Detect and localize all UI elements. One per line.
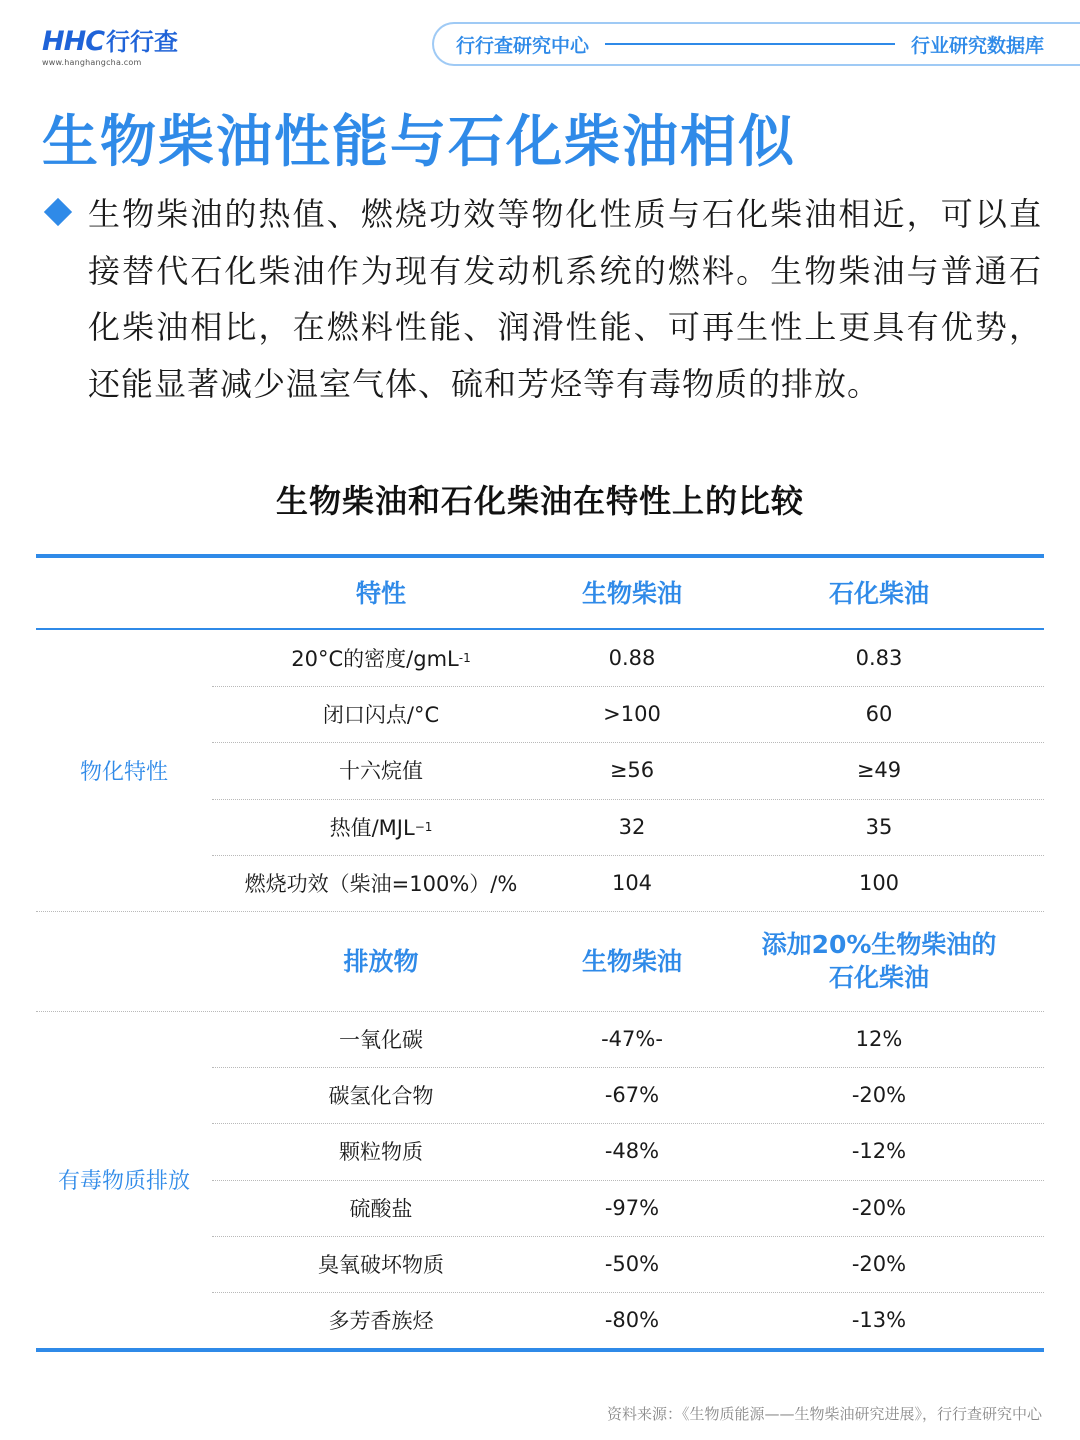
property-cell [231,630,531,686]
blend-change: 12% [855,1027,903,1052]
property-label: 热值/MJL [329,815,415,840]
table-bottom-rule [36,1348,1044,1352]
blend-change: -20% [851,1195,907,1220]
biodiesel-value: 0.88 [608,646,656,671]
logo-url: www.hanghangcha.com [42,58,142,67]
petrodiesel-value: 60 [865,702,893,727]
bullet-text: 生物柴油的热值、燃烧功效等物化性质与石化柴油相近，可以直接替代石化柴油作为现有发动机系统的燃料。生物柴油与普通石化柴油相比，在燃料性能、润滑性能、可再生性上更具有优势，还能显著减少温室气体、硫和芳烃等有毒物质的排放。 [88,195,1042,403]
table-header-cell: 生物柴油 [581,946,682,976]
property-cell [231,799,531,855]
biodiesel-change: -47%- [601,1027,663,1052]
page-title: 生物柴油性能与石化柴油相似 [42,110,796,175]
property-cell [231,686,531,742]
bullet-paragraph [42,186,1042,412]
blend-change: -20% [851,1251,907,1276]
petrodiesel-value: 100 [858,870,900,895]
emission-cell: 多芳香族烃 [328,1309,434,1334]
table-header-cell: 特性 [355,578,406,608]
source-note: 资料来源：《生物质能源——生物柴油研究进展》，行行查研究中心 [606,1405,1042,1423]
biodiesel-value: ≥56 [609,758,655,783]
emission-cell: 臭氧破坏物质 [318,1252,444,1277]
biodiesel-change: -48% [604,1139,660,1164]
biodiesel-change: -50% [604,1251,660,1276]
table-header-cell: 排放物 [343,946,419,976]
property-label: 燃烧功效（柴油=100%）/% [244,871,518,896]
logo-chinese-name: 行行查 [106,28,179,56]
unit-superscript: -1 [458,651,471,666]
hhc-logo[interactable] [42,28,192,72]
property-cell [231,742,531,798]
table-header-cell: 添加20%生物柴油的 石化柴油 [761,930,997,992]
property-label: 闭口闪点/°C [322,703,440,728]
petrodiesel-value: ≥49 [856,758,902,783]
blend-change: -20% [851,1083,907,1108]
petrodiesel-value: 0.83 [855,646,903,671]
emission-cell: 硫酸盐 [349,1196,413,1221]
petrodiesel-value: 35 [865,814,893,839]
property-label: 20°C的密度/gmL [291,647,459,672]
blend-change: -13% [851,1308,907,1333]
emission-cell: 碳氢化合物 [328,1084,434,1109]
emission-cell: 颗粒物质 [339,1140,423,1165]
table-title: 生物柴油和石化柴油在特性上的比较 [275,482,804,520]
biodiesel-value: 104 [611,870,653,895]
property-label: 十六烷值 [339,759,423,784]
header [0,22,1080,72]
industry-database-label: 行业研究数据库 [910,34,1044,57]
logo-wordmark: HHC [42,26,105,57]
biodiesel-change: -97% [604,1195,660,1220]
biodiesel-value: >100 [603,702,661,727]
research-center-label: 行行查研究中心 [456,34,590,57]
property-cell [231,855,531,911]
blend-change: -12% [851,1139,907,1164]
group-label-physchem: 物化特性 [79,760,168,785]
biodiesel-value: 32 [618,814,646,839]
table-header-cell: 生物柴油 [581,578,682,608]
unit-superscript: −1 [414,819,433,834]
group-label-toxic: 有毒物质排放 [57,1169,190,1195]
biodiesel-change: -80% [604,1308,660,1333]
diamond-bullet-icon [44,198,72,226]
header-banner [432,22,1080,66]
table-header-cell: 石化柴油 [828,578,929,608]
banner-divider-line [605,43,895,45]
emission-cell: 一氧化碳 [339,1028,423,1053]
biodiesel-change: -67% [604,1083,660,1108]
